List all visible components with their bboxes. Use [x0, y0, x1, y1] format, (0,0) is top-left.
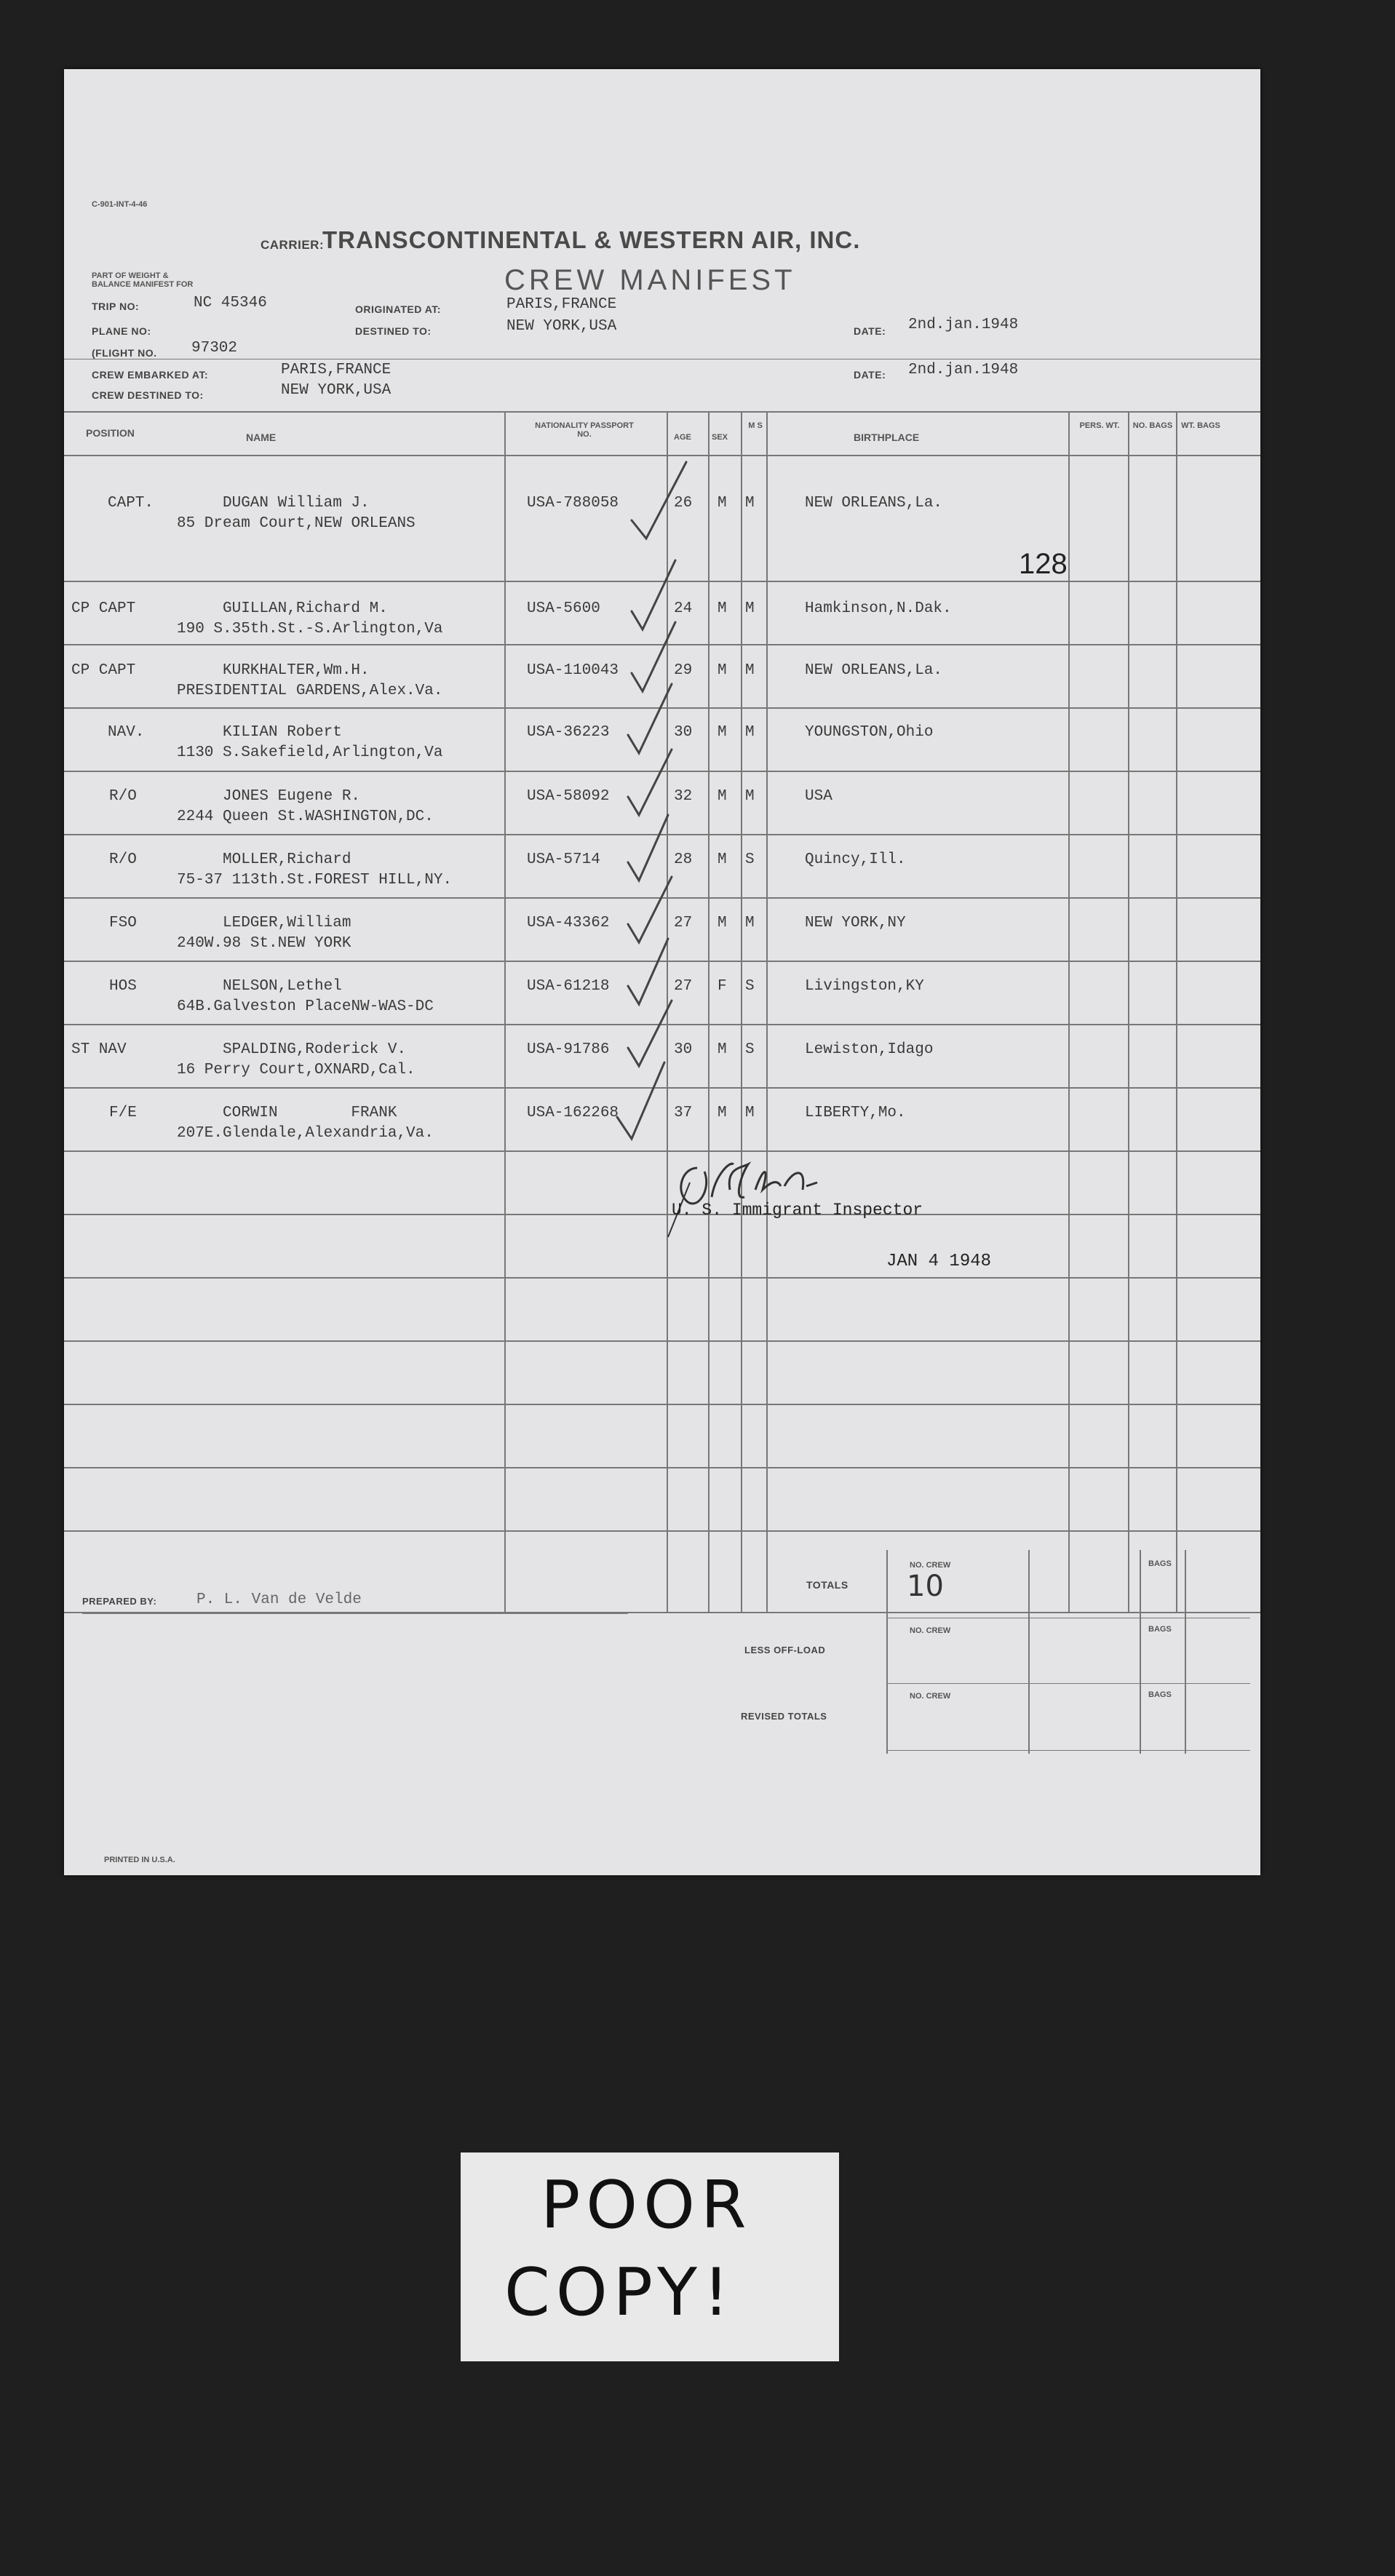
- cell-passport: USA-58092: [527, 788, 610, 805]
- cell-address: 207E.Glendale,Alexandria,Va.: [177, 1125, 434, 1142]
- inspector-signature: [661, 1146, 901, 1241]
- destined-label: DESTINED TO:: [355, 325, 432, 337]
- col-name: NAME: [246, 432, 277, 443]
- date-label-2: DATE:: [854, 369, 886, 381]
- row-rule: [64, 1467, 1260, 1468]
- prepared-by: P. L. Van de Velde: [196, 1591, 362, 1608]
- cell-name: LEDGER,William: [223, 915, 351, 931]
- cell-age: 24: [674, 600, 693, 617]
- carrier-name: TRANSCONTINENTAL & WESTERN AIR, INC.: [322, 226, 861, 253]
- row-rule: [64, 1530, 1260, 1532]
- totals-divider: [1140, 1550, 1141, 1754]
- check-mark: [628, 815, 668, 880]
- cell-position: F/E: [109, 1105, 137, 1121]
- check-mark: [628, 877, 672, 942]
- cell-age: 27: [674, 978, 693, 995]
- col-divider: [766, 411, 768, 1612]
- form-code: C-901-INT-4-46: [92, 200, 148, 209]
- cell-name: NELSON,Lethel: [223, 978, 342, 995]
- check-mark: [632, 622, 675, 691]
- cell-address: 2244 Queen St.WASHINGTON,DC.: [177, 808, 434, 825]
- cell-sex: M: [718, 788, 727, 805]
- embarked-value: PARIS,FRANCE: [281, 362, 392, 378]
- col-nationality: NATIONALITY PASSPORT NO.: [535, 421, 634, 439]
- cell-address: 85 Dream Court,NEW ORLEANS: [177, 515, 416, 532]
- cell-sex: F: [718, 978, 727, 995]
- cell-age: 30: [674, 1041, 693, 1058]
- check-mark: [617, 1062, 664, 1139]
- cell-address: 16 Perry Court,OXNARD,Cal.: [177, 1062, 416, 1078]
- col-no-bags: NO. BAGS: [1132, 421, 1173, 430]
- cell-marital: M: [745, 724, 755, 741]
- cell-address: 75-37 113th.St.FOREST HILL,NY.: [177, 872, 453, 889]
- cell-position: CAPT.: [108, 495, 154, 512]
- flight-number: 97302: [191, 340, 238, 357]
- cell-passport: USA-43362: [527, 915, 610, 931]
- cell-marital: M: [745, 495, 755, 512]
- cell-marital: M: [745, 662, 755, 679]
- totals-divider: [886, 1550, 888, 1754]
- cell-birthplace: Hamkinson,N.Dak.: [805, 600, 952, 617]
- originated-label: ORIGINATED AT:: [355, 303, 441, 315]
- cell-age: 26: [674, 495, 693, 512]
- cell-address: 190 S.35th.St.-S.Arlington,Va: [177, 621, 443, 637]
- printed-label: PRINTED IN U.S.A.: [104, 1856, 175, 1864]
- cell-age: 37: [674, 1105, 693, 1121]
- less-offload-label: LESS OFF-LOAD: [744, 1645, 826, 1655]
- cell-passport: USA-5714: [527, 851, 600, 868]
- cell-birthplace: NEW ORLEANS,La.: [805, 495, 943, 512]
- trip-label: TRIP NO:: [92, 301, 140, 312]
- cell-passport: USA-61218: [527, 978, 610, 995]
- page-title: CREW MANIFEST: [504, 264, 796, 296]
- date-value: 2nd.jan.1948: [908, 317, 1019, 333]
- bags-label: BAGS: [1148, 1625, 1172, 1634]
- cell-marital: M: [745, 600, 755, 617]
- cell-passport: USA-5600: [527, 600, 600, 617]
- cell-name: JONES Eugene R.: [223, 788, 361, 805]
- cell-age: 29: [674, 662, 693, 679]
- embarked-label: CREW EMBARKED AT:: [92, 369, 209, 381]
- crew-destined-label: CREW DESTINED TO:: [92, 389, 204, 401]
- cell-name: MOLLER,Richard: [223, 851, 351, 868]
- check-mark: [628, 684, 672, 753]
- col-birthplace: BIRTHPLACE: [854, 432, 920, 443]
- check-mark: [628, 939, 668, 1004]
- cell-name: GUILLAN,Richard M.: [223, 600, 388, 617]
- cell-name: KILIAN Robert: [223, 724, 342, 741]
- bags-label: BAGS: [1148, 1690, 1172, 1699]
- cell-position: FSO: [109, 915, 137, 931]
- trip-number: NC 45346: [194, 295, 267, 311]
- cell-marital: M: [745, 1105, 755, 1121]
- bags-label: BAGS: [1148, 1559, 1172, 1568]
- col-wt-bags: WT. BAGS: [1181, 421, 1220, 430]
- totals-rule: [886, 1683, 1250, 1684]
- row-rule: [64, 1340, 1260, 1342]
- date-label: DATE:: [854, 325, 886, 337]
- cell-sex: M: [718, 600, 727, 617]
- row-rule: [64, 1404, 1260, 1405]
- cell-position: ST NAV: [71, 1041, 127, 1058]
- cell-marital: M: [745, 915, 755, 931]
- totals-rule: [886, 1750, 1250, 1751]
- cell-marital: S: [745, 851, 755, 868]
- col-pers-wt: PERS. WT.: [1079, 421, 1120, 430]
- cell-name: KURKHALTER,Wm.H.: [223, 662, 370, 679]
- cell-birthplace: NEW YORK,NY: [805, 915, 906, 931]
- cell-name: CORWIN FRANK: [223, 1105, 397, 1121]
- cell-position: HOS: [109, 978, 137, 995]
- cell-passport: USA-110043: [527, 662, 619, 679]
- carrier-label: CARRIER:: [261, 238, 325, 252]
- cell-sex: M: [718, 1041, 727, 1058]
- revised-totals-label: REVISED TOTALS: [741, 1711, 827, 1722]
- cell-passport: USA-788058: [527, 495, 619, 512]
- cell-position: CP CAPT: [71, 662, 136, 679]
- cell-sex: M: [718, 851, 727, 868]
- cell-age: 30: [674, 724, 693, 741]
- inspector-label: U. S. Immigrant Inspector: [672, 1201, 923, 1220]
- poor-copy-line: COPY!: [504, 2254, 736, 2331]
- cell-age: 28: [674, 851, 693, 868]
- check-mark: [628, 750, 672, 815]
- cell-birthplace: LIBERTY,Mo.: [805, 1105, 906, 1121]
- cell-sex: M: [718, 495, 727, 512]
- col-divider: [1128, 411, 1129, 1612]
- crew-count-label: NO. CREW: [910, 1692, 951, 1701]
- cell-position: R/O: [109, 788, 137, 805]
- col-divider: [1068, 411, 1070, 1612]
- cell-marital: S: [745, 978, 755, 995]
- totals-label: TOTALS: [806, 1579, 848, 1591]
- cell-passport: USA-91786: [527, 1041, 610, 1058]
- crew-count-value: 10: [907, 1570, 944, 1603]
- totals-divider: [1028, 1550, 1030, 1754]
- originated-value: PARIS,FRANCE: [506, 296, 617, 313]
- cell-passport: USA-36223: [527, 724, 610, 741]
- stamp-date: JAN 4 1948: [886, 1252, 992, 1271]
- check-mark: [632, 462, 686, 538]
- cell-position: CP CAPT: [71, 600, 136, 617]
- cell-birthplace: Livingston,KY: [805, 978, 924, 995]
- cell-sex: M: [718, 915, 727, 931]
- cell-name: DUGAN William J.: [223, 495, 370, 512]
- prepared-label: PREPARED BY:: [82, 1596, 157, 1607]
- check-mark: [632, 560, 675, 629]
- col-sex: SEX: [712, 433, 728, 442]
- col-divider: [1176, 411, 1177, 1612]
- cell-sex: M: [718, 662, 727, 679]
- poor-copy-label: [461, 2152, 839, 2361]
- check-marks: [559, 455, 719, 1153]
- cell-passport: USA-162268: [527, 1105, 619, 1121]
- date-value-2: 2nd.jan.1948: [908, 362, 1019, 378]
- cell-birthplace: YOUNGSTON,Ohio: [805, 724, 934, 741]
- cell-birthplace: USA: [805, 788, 832, 805]
- plane-label: PLANE NO:: [92, 325, 151, 337]
- cell-address: 64B.Galveston PlaceNW-WAS-DC: [177, 998, 434, 1015]
- cell-address: PRESIDENTIAL GARDENS,Alex.Va.: [177, 683, 443, 699]
- cell-sex: M: [718, 724, 727, 741]
- part-of-label: PART OF WEIGHT & BALANCE MANIFEST FOR: [92, 271, 194, 289]
- cell-age: 32: [674, 788, 693, 805]
- cell-name: SPALDING,Roderick V.: [223, 1041, 407, 1058]
- col-divider: [741, 411, 742, 1612]
- check-mark: [628, 1001, 672, 1066]
- col-position: POSITION: [86, 427, 135, 439]
- page-number: 128: [1019, 548, 1068, 580]
- col-marital: M S: [748, 421, 763, 430]
- flight-label: (FLIGHT NO.: [92, 347, 157, 359]
- crew-count-label: NO. CREW: [910, 1561, 951, 1570]
- cell-birthplace: NEW ORLEANS,La.: [805, 662, 943, 679]
- row-rule: [64, 1277, 1260, 1279]
- cell-age: 27: [674, 915, 693, 931]
- cell-address: 1130 S.Sakefield,Arlington,Va: [177, 744, 443, 761]
- cell-sex: M: [718, 1105, 727, 1121]
- crew-count-label: NO. CREW: [910, 1626, 951, 1635]
- col-divider: [504, 411, 506, 1612]
- destined-value: NEW YORK,USA: [506, 318, 617, 335]
- cell-position: NAV.: [108, 724, 145, 741]
- crew-destined-value: NEW YORK,USA: [281, 382, 392, 399]
- cell-birthplace: Quincy,Ill.: [805, 851, 906, 868]
- table-top-rule: [64, 411, 1260, 413]
- cell-address: 240W.98 St.NEW YORK: [177, 935, 351, 952]
- cell-birthplace: Lewiston,Idago: [805, 1041, 934, 1058]
- col-age: AGE: [674, 433, 691, 442]
- cell-position: R/O: [109, 851, 137, 868]
- cell-marital: S: [745, 1041, 755, 1058]
- totals-divider: [1185, 1550, 1186, 1754]
- cell-marital: M: [745, 788, 755, 805]
- poor-copy-line: POOR: [541, 2167, 752, 2243]
- prepared-underline: [82, 1613, 628, 1614]
- manifest-sheet: [64, 69, 1260, 1875]
